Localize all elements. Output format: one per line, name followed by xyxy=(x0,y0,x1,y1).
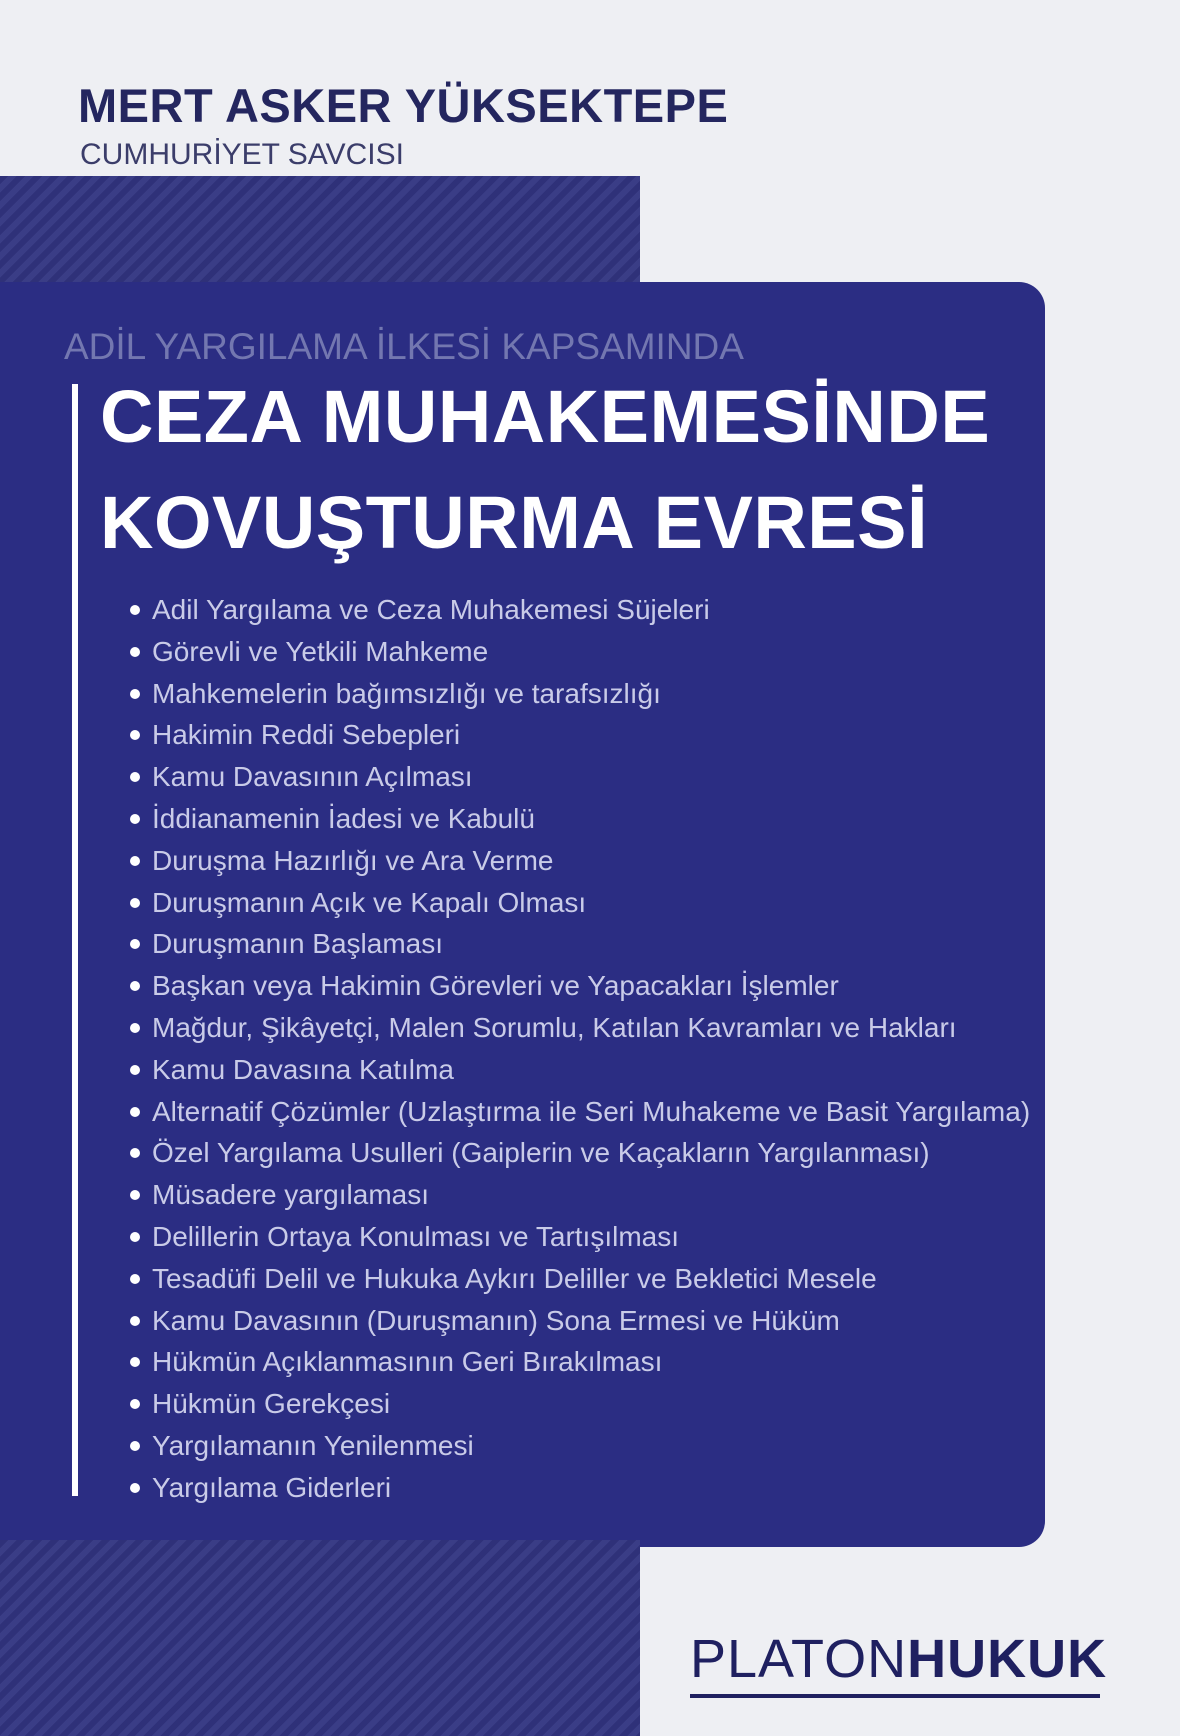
book-subtitle: ADİL YARGILAMA İLKESİ KAPSAMINDA xyxy=(64,326,744,367)
topic-item: Hükmün Gerekçesi xyxy=(130,1383,1030,1425)
topic-item: Mahkemelerin bağımsızlığı ve tarafsızlığı xyxy=(130,673,1030,715)
publisher-name-part2: HUKUK xyxy=(907,1629,1108,1689)
topic-item: Duruşma Hazırlığı ve Ara Verme xyxy=(130,840,1030,882)
publisher-name-part1: PLATON xyxy=(690,1629,908,1689)
accent-line xyxy=(72,384,78,1496)
author-title: CUMHURİYET SAVCISI xyxy=(80,138,404,171)
topic-item: Hakimin Reddi Sebepleri xyxy=(130,714,1030,756)
book-title-line-1: CEZA MUHAKEMESİNDE xyxy=(100,375,991,458)
topic-item: Mağdur, Şikâyetçi, Malen Sorumlu, Katılan Kavramları ve Hakları xyxy=(130,1007,1030,1049)
topic-item: Duruşmanın Açık ve Kapalı Olması xyxy=(130,882,1030,924)
publisher-logo-base xyxy=(690,1694,1100,1698)
topic-item: Yargılama Giderleri xyxy=(130,1467,1030,1509)
striped-band-top xyxy=(0,176,640,296)
topic-item: Delillerin Ortaya Konulması ve Tartışılması xyxy=(130,1216,1030,1258)
topic-item: Kamu Davasının Açılması xyxy=(130,756,1030,798)
topic-item: Adil Yargılama ve Ceza Muhakemesi Süjeleri xyxy=(130,589,1030,631)
striped-band-bottom xyxy=(0,1540,640,1736)
topic-item: Müsadere yargılaması xyxy=(130,1174,1030,1216)
topic-list xyxy=(130,589,1030,1509)
topic-item: Alternatif Çözümler (Uzlaştırma ile Seri Muhakeme ve Basit Yargılama) xyxy=(130,1091,1030,1133)
topic-item: Tesadüfi Delil ve Hukuka Aykırı Deliller ve Bekletici Mesele xyxy=(130,1258,1030,1300)
topic-item: İddianamenin İadesi ve Kabulü xyxy=(130,798,1030,840)
topic-item: Yargılamanın Yenilenmesi xyxy=(130,1425,1030,1467)
topic-item: Kamu Davasının (Duruşmanın) Sona Ermesi ve Hüküm xyxy=(130,1300,1030,1342)
book-title-line-2: KOVUŞTURMA EVRESİ xyxy=(100,481,929,564)
topic-item: Hükmün Açıklanmasının Geri Bırakılması xyxy=(130,1341,1030,1383)
topic-item: Kamu Davasına Katılma xyxy=(130,1049,1030,1091)
topic-item: Özel Yargılama Usulleri (Gaiplerin ve Kaçakların Yargılanması) xyxy=(130,1132,1030,1174)
topic-item: Görevli ve Yetkili Mahkeme xyxy=(130,631,1030,673)
publisher-logo xyxy=(690,1628,1108,1706)
topic-item: Başkan veya Hakimin Görevleri ve Yapacakları İşlemler xyxy=(130,965,1030,1007)
topic-item: Duruşmanın Başlaması xyxy=(130,923,1030,965)
author-name: MERT ASKER YÜKSEKTEPE xyxy=(78,79,729,132)
